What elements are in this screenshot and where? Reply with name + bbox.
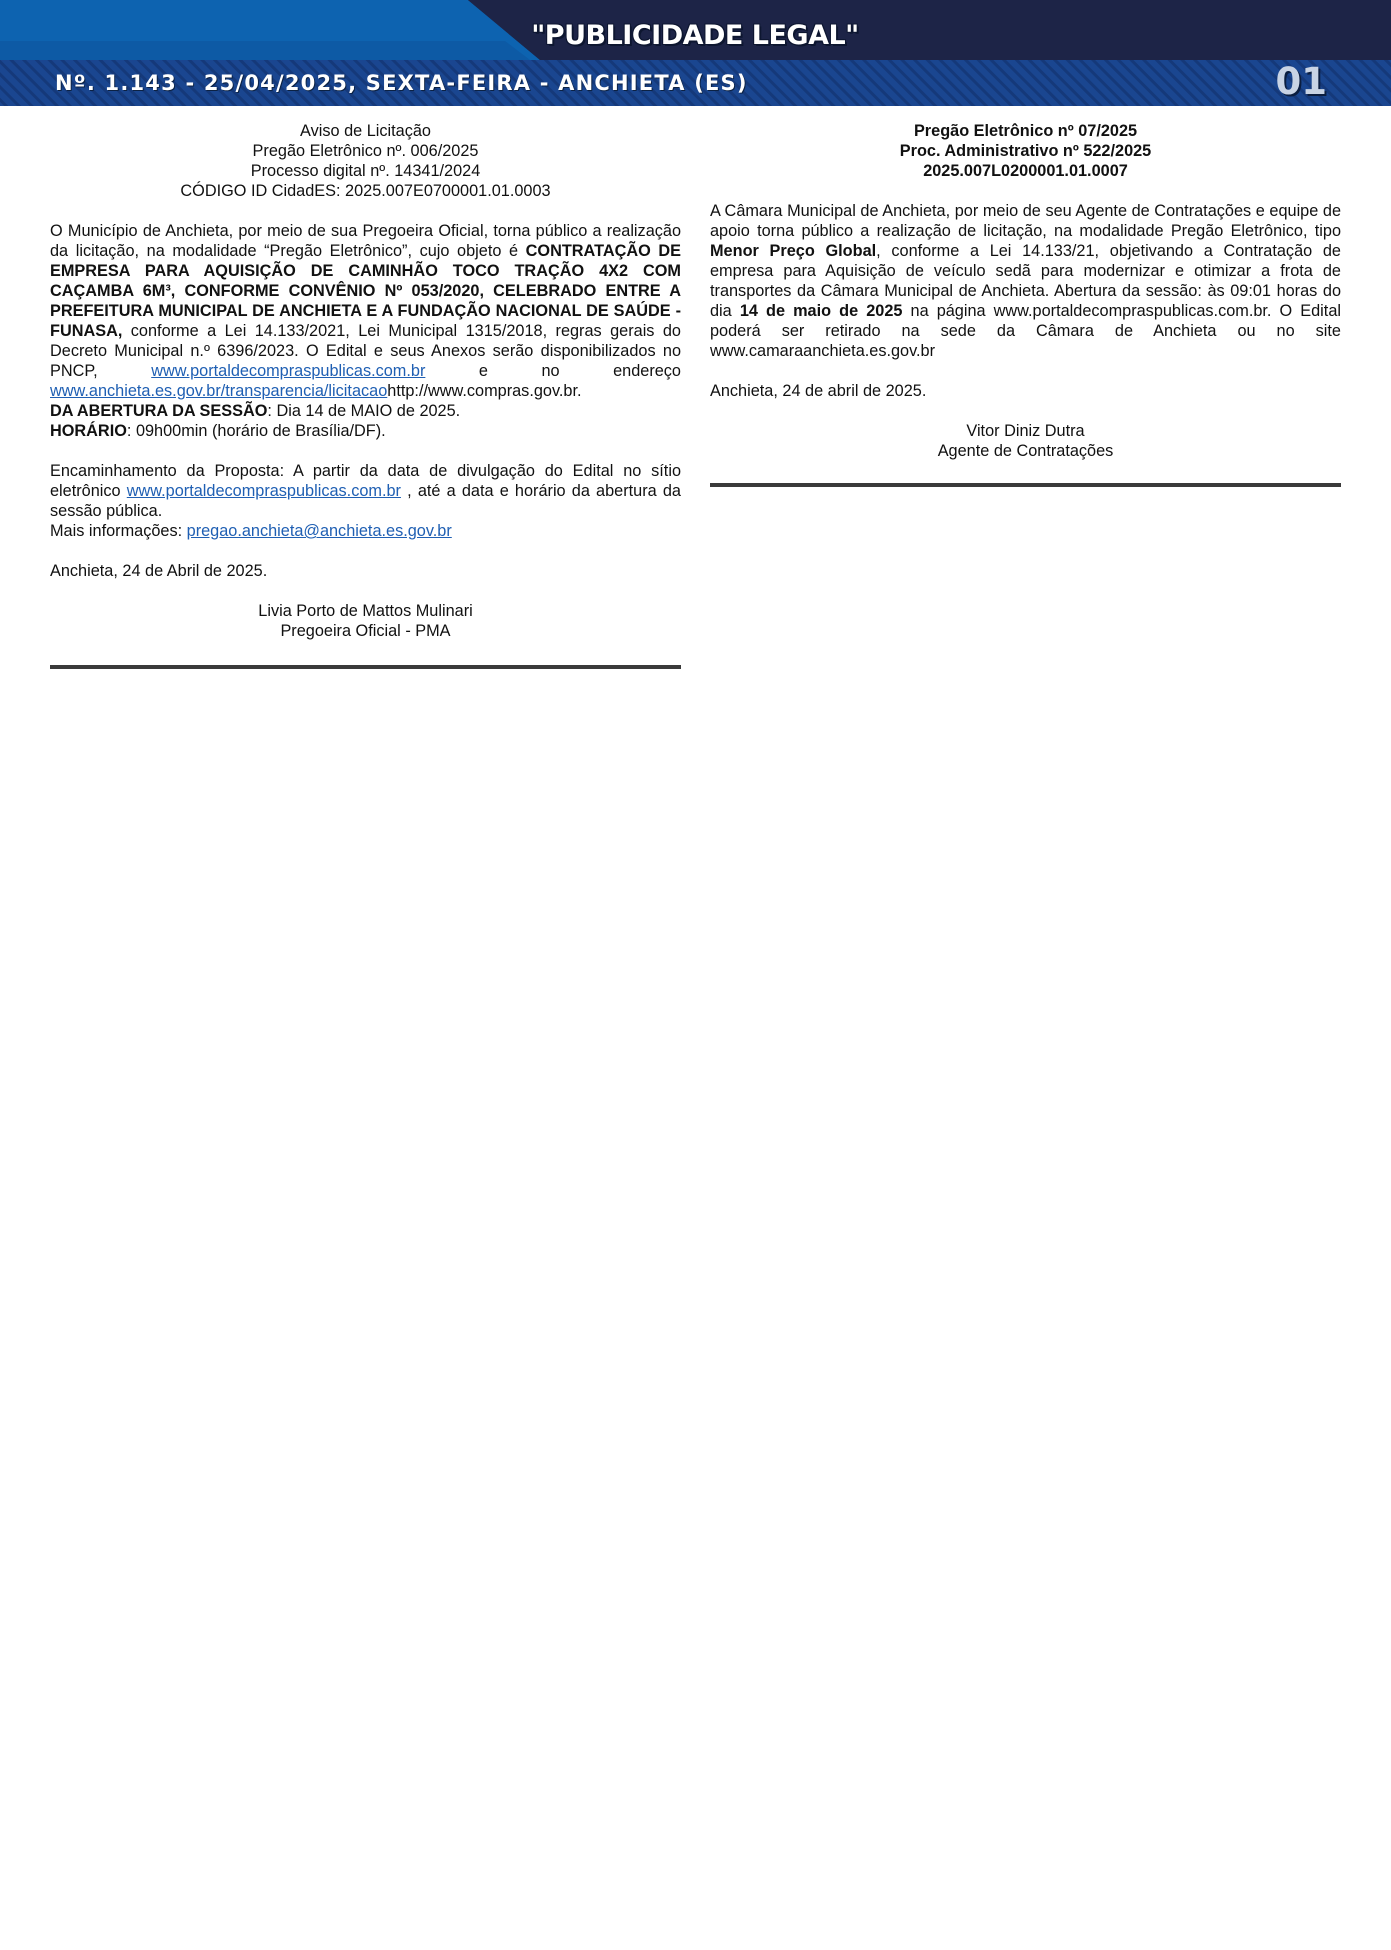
header-banner <box>0 0 1391 106</box>
object-text: CONTRATAÇÃO DE EMPRESA PARA AQUISIÇÃO DE CAMINHÃO TOCO TRAÇÃO 4X2 COM CAÇAMBA 6M³, CONFORME CONVÊNIO Nº 053/2020, CELEBRADO ENTRE A PREFEITURA MUNICIPAL DE ANCHIETA E A FUNDAÇÃO NACIONAL DE SAÚDE - FUNASA, <box>50 242 681 340</box>
process-number: Proc. Administrativo nº 522/2025 <box>899 142 1152 160</box>
session-opening: DA ABERTURA DA SESSÃO: Dia 14 de MAIO de 2025. <box>50 402 461 420</box>
compras-text: http://www.compras.gov.br. <box>387 382 582 400</box>
proposal-portal-link[interactable]: www.portaldecompraspublicas.com.br <box>126 482 401 500</box>
proposal-paragraph: Encaminhamento da Proposta: A partir da data de divulgação do Edital no sítio eletrônico www.portaldecompraspublicas.com.br , até a data e horário da abertura da sessão pública. <box>50 462 681 520</box>
award-type: Menor Preço Global <box>710 242 877 260</box>
email-link[interactable]: pregao.anchieta@anchieta.es.gov.br <box>186 522 452 540</box>
session-time: HORÁRIO: 09h00min (horário de Brasília/DF). <box>50 422 386 440</box>
section-divider <box>710 483 1341 487</box>
auction-number: Pregão Eletrônico nº 07/2025 <box>913 122 1138 140</box>
session-date: 14 de maio de 2025 <box>739 302 903 320</box>
signer-name: Vitor Diniz Dutra <box>966 422 1085 440</box>
body-text-2: conforme a Lei 14.133/2021, Lei Municipal 1315/2018, regras gerais do Decreto Municipal n.º 6396/2023. O Edital e seus Anexos serão disponibilizados no PNCP, <box>50 322 681 380</box>
process-number: Processo digital nº. 14341/2024 <box>250 162 481 180</box>
signer-role: Agente de Contratações <box>937 442 1114 460</box>
notice-title: Aviso de Licitação <box>300 122 431 140</box>
left-column <box>50 121 681 669</box>
auction-number: Pregão Eletrônico nº. 006/2025 <box>252 142 479 160</box>
issue-line: Nº. 1.143 - 25/04/2025, SEXTA-FEIRA - ANCHIETA (ES) <box>55 71 748 95</box>
signature-block <box>50 601 681 641</box>
more-info: Mais informações: pregao.anchieta@anchieta.es.gov.br <box>50 522 452 540</box>
page-number: 01 <box>1275 60 1327 103</box>
signature-block <box>710 421 1341 461</box>
notice-body: A Câmara Municipal de Anchieta, por meio de seu Agente de Contratações e equipe de apoio torna público a realização de licitação, na modalidade Pregão Eletrônico, tipo Menor Preço Global, conforme a Lei 14.133/21, objetivando a Contratação de empresa para Aquisição de veículo sedã para modernizar e otimizar a frota de transportes da Câmara Municipal de Anchieta. Abertura da sessão: às 09:01 horas do dia 14 de maio de 2025 na página www.portaldecompraspublicas.com.br. O Edital poderá ser retirado na sede da Câmara de Anchieta ou no site www.camaraanchieta.es.gov.br <box>710 202 1341 360</box>
cidades-code: CÓDIGO ID CidadES: 2025.007E0700001.01.0003 <box>180 182 551 200</box>
cidades-code: 2025.007L0200001.01.0007 <box>923 162 1128 180</box>
notice-date: Anchieta, 24 de abril de 2025. <box>710 382 927 400</box>
right-column <box>710 121 1341 487</box>
signer-name: Livia Porto de Mattos Mulinari <box>258 602 473 620</box>
body-text-3: e no endereço <box>425 362 681 380</box>
body-text: O Município de Anchieta, por meio de sua Pregoeira Oficial, torna público a realização da licitação, na modalidade “Pregão Eletrônico”, cujo objeto é <box>50 222 681 260</box>
portal-link[interactable]: www.portaldecompraspublicas.com.br <box>151 362 426 380</box>
publication-title: "PUBLICIDADE LEGAL" <box>531 20 859 51</box>
notice-body <box>50 221 681 401</box>
notice-date: Anchieta, 24 de Abril de 2025. <box>50 562 268 580</box>
notice-heading <box>50 121 681 201</box>
section-divider <box>50 665 681 669</box>
transparency-link[interactable]: www.anchieta.es.gov.br/transparencia/licitacao <box>50 382 388 400</box>
signer-role: Pregoeira Oficial - PMA <box>280 622 451 640</box>
notice-heading <box>710 121 1341 181</box>
